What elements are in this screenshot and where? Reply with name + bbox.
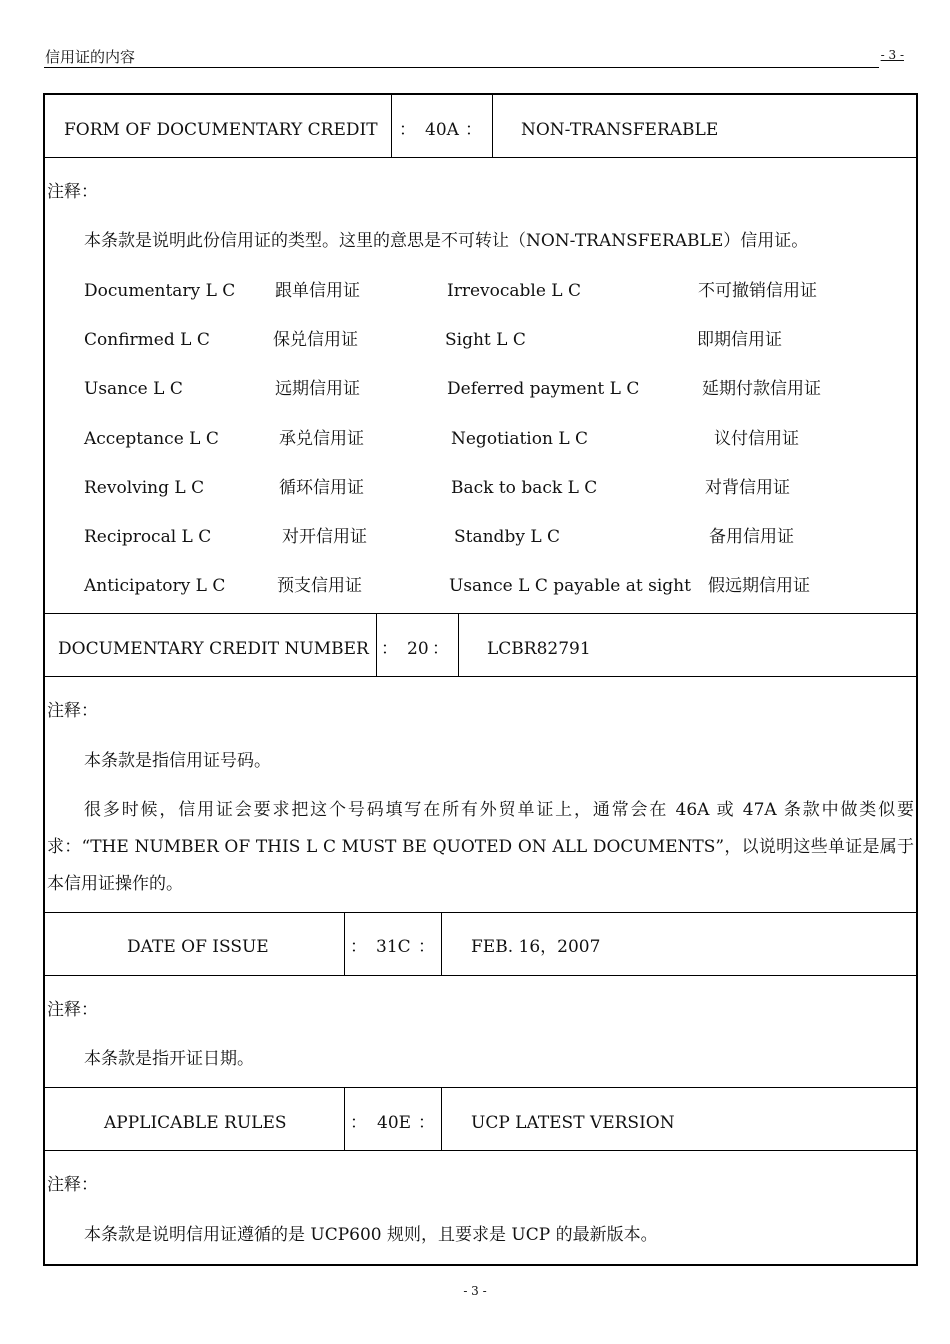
note-text: 本条款是指开证日期。 [84, 1049, 254, 1069]
lc-type-en: Negotiation L C [451, 429, 589, 449]
lc-clauses-table [43, 93, 918, 1266]
field-name: DOCUMENTARY CREDIT NUMBER [58, 639, 369, 659]
note-text: 本条款是指信用证号码。 [84, 751, 271, 771]
lc-type-zh: 备用信用证 [709, 527, 794, 547]
lc-type-en: Usance L C payable at sight [449, 576, 691, 596]
field-tag: 40A [425, 120, 459, 140]
column-divider [344, 1087, 345, 1150]
lc-type-en: Anticipatory L C [84, 576, 226, 596]
note-label: 注释： [47, 182, 98, 202]
page-header-number: - 3 - [880, 48, 904, 62]
row-divider [45, 157, 916, 158]
note-text: 本条款是说明此份信用证的类型。这里的意思是不可转让（NON-TRANSFERABLE）信用证。 [84, 231, 809, 251]
lc-type-en: Documentary L C [84, 281, 236, 301]
lc-type-zh: 延期付款信用证 [702, 379, 821, 399]
row-divider [45, 1150, 916, 1151]
page-footer-number: - 3 - [463, 1284, 487, 1298]
lc-type-en: Back to back L C [451, 478, 598, 498]
lc-type-en: Standby L C [454, 527, 561, 547]
lc-type-zh: 不可撤销信用证 [698, 281, 817, 301]
note-paragraph: 很多时候，信用证会要求把这个号码填写在所有外贸单证上，通常会在 46A 或 47A 条款中做类似要求：“THE NUMBER OF THIS L C MUST BE QUOTED ON ALL DOCUMENTS”，以说明这些单证是属于本信用证操作的。 [47, 800, 914, 894]
colon: ： [432, 639, 449, 659]
note-text: 本条款是说明信用证遵循的是 UCP600 规则，且要求是 UCP 的最新版本。 [84, 1225, 658, 1245]
field-tag: 40E [377, 1113, 412, 1133]
lc-type-en: Deferred payment L C [447, 379, 640, 399]
lc-type-en: Usance L C [84, 379, 183, 399]
lc-type-en: Acceptance L C [84, 429, 219, 449]
lc-type-zh: 预支信用证 [277, 576, 362, 596]
field-name: DATE OF ISSUE [127, 937, 269, 957]
lc-type-zh: 循环信用证 [279, 478, 364, 498]
lc-type-zh: 对开信用证 [282, 527, 367, 547]
column-divider [441, 912, 442, 975]
lc-type-zh: 承兑信用证 [279, 429, 364, 449]
colon: ： [350, 1113, 367, 1133]
column-divider [376, 613, 377, 676]
note-label: 注释： [47, 701, 98, 721]
colon: ： [418, 937, 435, 957]
field-value: FEB. 16，2007 [471, 937, 601, 957]
lc-type-zh: 远期信用证 [275, 379, 360, 399]
colon: ： [418, 1113, 435, 1133]
colon: ： [399, 120, 416, 140]
lc-type-en: Confirmed L C [84, 330, 210, 350]
field-value: UCP LATEST VERSION [471, 1113, 675, 1133]
column-divider [441, 1087, 442, 1150]
note-label: 注释： [47, 1175, 98, 1195]
lc-type-en: Irrevocable L C [447, 281, 582, 301]
lc-type-zh: 跟单信用证 [275, 281, 360, 301]
field-name: FORM OF DOCUMENTARY CREDIT [64, 120, 378, 140]
column-divider [391, 95, 392, 157]
row-divider [45, 676, 916, 677]
field-value: LCBR82791 [487, 639, 591, 659]
lc-type-zh: 假远期信用证 [708, 576, 810, 596]
column-divider [344, 912, 345, 975]
column-divider [458, 613, 459, 676]
header-rule [44, 67, 879, 68]
colon: ： [465, 120, 482, 140]
column-divider [492, 95, 493, 157]
lc-type-zh: 对背信用证 [705, 478, 790, 498]
note-label: 注释： [47, 1000, 98, 1020]
field-tag: 20 [407, 639, 429, 659]
lc-type-zh: 保兑信用证 [273, 330, 358, 350]
lc-type-zh: 即期信用证 [697, 330, 782, 350]
lc-type-en: Reciprocal L C [84, 527, 212, 547]
row-divider [45, 1087, 916, 1088]
page-header-title: 信用证的内容 [45, 48, 136, 66]
colon: ： [350, 937, 367, 957]
field-name: APPLICABLE RULES [104, 1113, 287, 1133]
row-divider [45, 975, 916, 976]
row-divider [45, 613, 916, 614]
lc-type-en: Sight L C [445, 330, 526, 350]
row-divider [45, 912, 916, 913]
lc-type-en: Revolving L C [84, 478, 205, 498]
lc-type-zh: 议付信用证 [714, 429, 799, 449]
field-tag: 31C [376, 937, 411, 957]
colon: ： [381, 639, 398, 659]
field-value: NON-TRANSFERABLE [521, 120, 719, 140]
